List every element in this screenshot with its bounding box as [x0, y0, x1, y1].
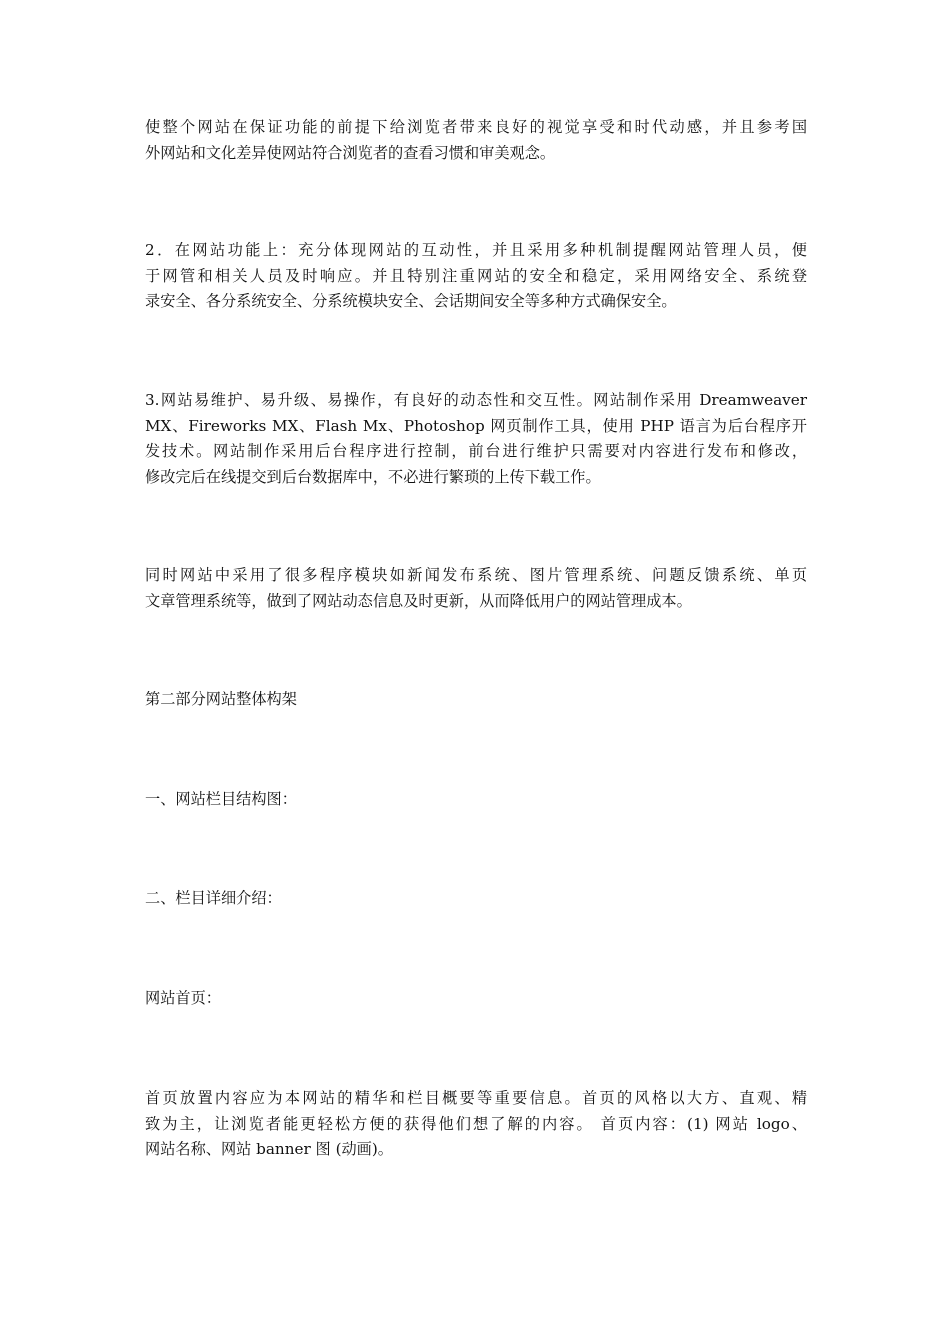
text-line: 发技术。网站制作采用后台程序进行控制，前台进行维护只需要对内容进行发布和修改，: [145, 442, 807, 460]
paragraph-home-content: [145, 1086, 807, 1163]
heading-part-two: [145, 687, 807, 713]
heading-home-page: [145, 986, 807, 1012]
text-line: 2．在网站功能上：充分体现网站的互动性，并且采用多种机制提醒网站管理人员，便: [145, 241, 807, 259]
text-line: 使整个网站在保证功能的前提下给浏览者带来良好的视觉享受和时代动感，并且参考国: [145, 118, 807, 136]
heading-column-details: [145, 886, 807, 912]
paragraph-maintenance: [145, 388, 807, 490]
text-line: 同时网站中采用了很多程序模块如新闻发布系统、图片管理系统、问题反馈系统、单页: [145, 566, 807, 584]
paragraph-program-modules: [145, 563, 807, 614]
text-line: 修改完后在线提交到后台数据库中，不必进行繁琐的上传下载工作。: [145, 467, 601, 486]
heading-text: 第二部分网站整体构架: [145, 690, 297, 708]
text-line: 致为主，让浏览者能更轻松方便的获得他们想了解的内容。 首页内容：(1) 网站 logo、: [145, 1114, 807, 1133]
text-line: 录安全、各分系统安全、分系统模块安全、会话期间安全等多种方式确保安全。: [145, 292, 677, 310]
text-line: 网站名称、网站 banner 图 (动画)。: [145, 1140, 393, 1158]
heading-column-structure: [145, 787, 807, 813]
paragraph-design-intro: [145, 115, 807, 166]
heading-text: 网站首页：: [145, 989, 221, 1007]
paragraph-website-function: [145, 238, 807, 315]
heading-text: 一、网站栏目结构图：: [145, 790, 297, 808]
text-line: MX、Fireworks MX、Flash Mx、Photoshop 网页制作工具，使用 PHP 语言为后台程序开: [145, 416, 807, 435]
text-line: 3.网站易维护、易升级、易操作，有良好的动态性和交互性。网站制作采用 Dreamweaver: [145, 391, 807, 409]
text-line: 文章管理系统等，做到了网站动态信息及时更新，从而降低用户的网站管理成本。: [145, 591, 692, 610]
text-line: 于网管和相关人员及时响应。并且特别注重网站的安全和稳定，采用网络安全、系统登: [145, 266, 807, 285]
text-line: 外网站和文化差异使网站符合浏览者的查看习惯和审美观念。: [145, 143, 556, 162]
heading-text: 二、栏目详细介绍：: [145, 889, 282, 907]
text-line: 首页放置内容应为本网站的精华和栏目概要等重要信息。首页的风格以大方、直观、精: [145, 1089, 807, 1107]
